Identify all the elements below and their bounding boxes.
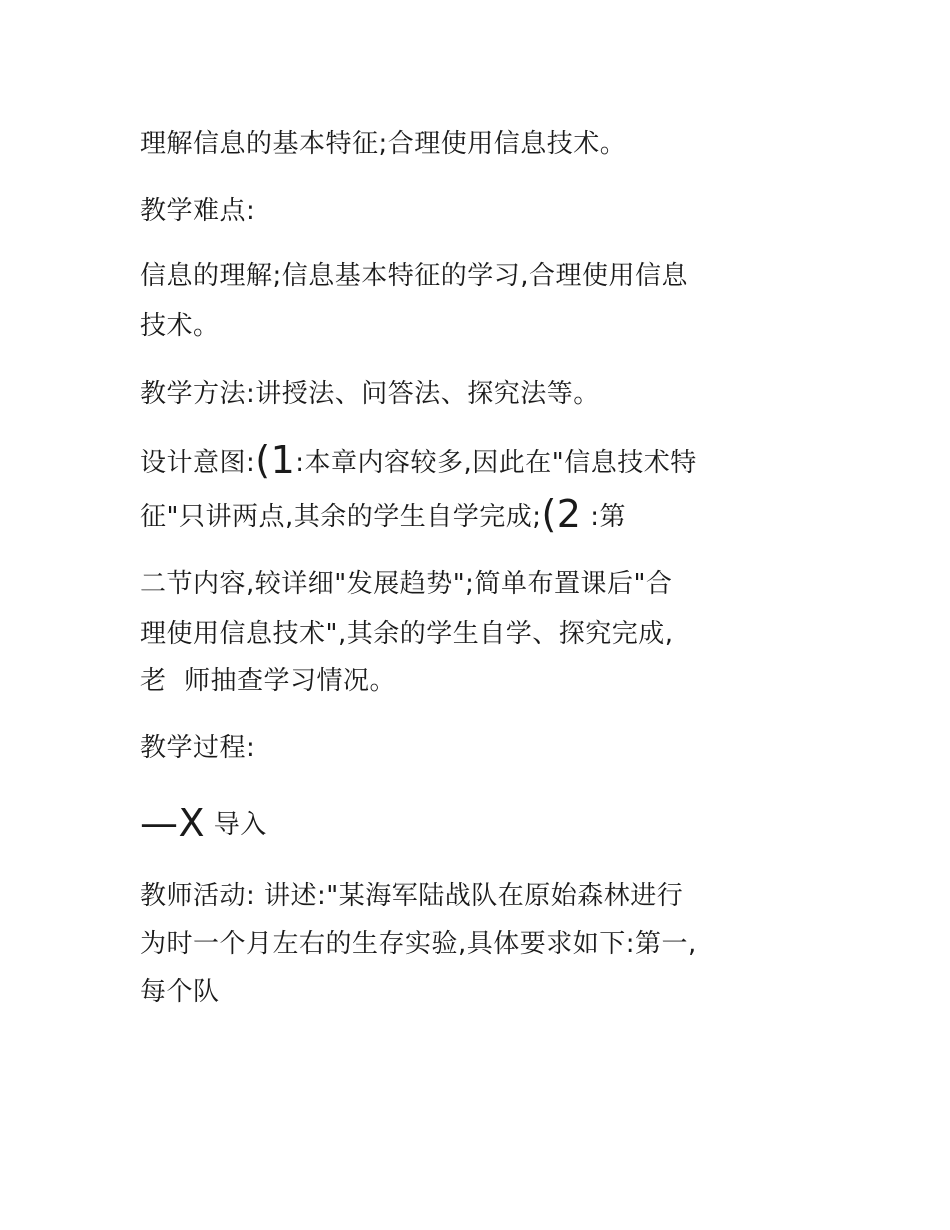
text-segment: :本章内容较多,因此在"信息技术特 xyxy=(295,448,697,478)
text-line: 理解信息的基本特征;合理使用信息技术。 xyxy=(140,129,627,159)
text-segment: :第 xyxy=(581,502,627,532)
text-line: 每个队 xyxy=(140,977,220,1007)
section-heading xyxy=(140,801,267,845)
text-line: 技术。 xyxy=(140,311,220,341)
text-line: 二节内容,较详细"发展趋势";简单布置课后"合 xyxy=(140,569,673,599)
text-line: 教师活动: 讲述:"某海军陆战队在原始森林进行 xyxy=(140,881,684,911)
text-line: 信息的理解;信息基本特征的学习,合理使用信息 xyxy=(140,261,689,291)
list-marker: (2 xyxy=(541,492,582,536)
text-segment: 征"只讲两点,其余的学生自学完成; xyxy=(140,502,542,532)
text-line: 老 师抽查学习情况。 xyxy=(140,666,397,696)
section-label: 教学过程: xyxy=(140,733,256,763)
text-line: 教学方法:讲授法、问答法、探究法等。 xyxy=(140,379,600,409)
text-line xyxy=(140,492,627,536)
text-line: 理使用信息技术",其余的学生自学、探究完成, xyxy=(140,619,674,649)
list-marker: (1 xyxy=(255,438,296,482)
heading-number: —X xyxy=(140,801,206,845)
design-intent-line xyxy=(140,438,697,482)
design-intent-label: 设计意图: xyxy=(140,448,256,478)
heading-text: 导入 xyxy=(205,810,267,840)
text-line: 为时一个月左右的生存实验,具体要求如下:第一, xyxy=(140,929,697,959)
section-label: 教学难点: xyxy=(140,196,256,226)
